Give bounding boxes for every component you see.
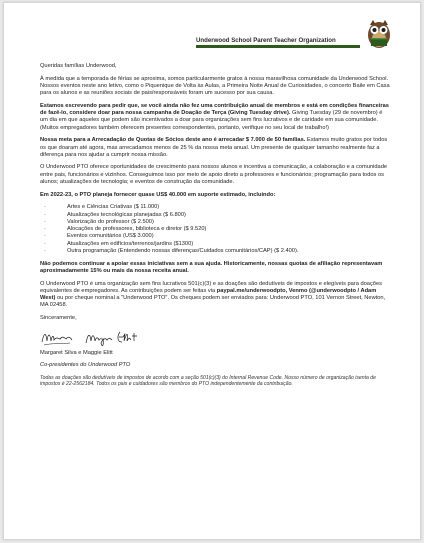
intro-paragraph: À medida que a temporada de férias se aproxima, somos particularmente gratos à nossa maravilhosa comunidade da Underwood School. Nossos eventos neste ano letivo, como o Piquenique de Volta às Aulas, a Primeira Noite Anual de Curiosidades, o concerto Baile em Casa para os alunos e as reuniões sociais de pais/responsáveis foram um sucesso por sua causa.	[40, 75, 390, 97]
goal-text: Estamos muito gratos por todos os que doaram até agora, mas arrecadamos menos de 25 % da nossa meta anual. Um presente de qualquer tamanho realmente faz a diferença para nos ajudar a cumprir nossa missão.	[40, 137, 388, 158]
ask-bold-text: Estamos escrevendo para pedir que, se você ainda não fez uma contribuição anual de membros e está em condições financeiras de fazê-lo, considere doar para nossa campanha de Doação de Terça (Giving Tuesday drive).	[40, 102, 389, 117]
org-name-heading: Underwood School Parent Teacher Organization	[196, 37, 336, 44]
mission-paragraph: O Underwood PTO oferece oportunidades de crescimento para nossos alunos e incentiva a comunicação, a colaboração e a comunidade entre pais, funcionários e vizinhos. Conseguimos isso por meio de apoio direto a professores e funcionários; programação para todos os alunos; atualizações de tecnologia; e eventos de construção da comunidade.	[40, 164, 388, 186]
signer-title: Co-presidentes do Underwood PTO	[40, 362, 131, 369]
bullet: ·	[44, 226, 46, 233]
bullet: ·	[44, 248, 46, 255]
goal-paragraph	[40, 137, 390, 159]
list-item: · Artes e Ciências Criativas ($ 11.000)	[44, 204, 160, 211]
list-item: · Eventos comunitários (US$ 3.000)	[44, 233, 154, 240]
tax-footnote: Todas as doações são dedutíveis de impostos de acordo com a seção 501(c)(3) do Internal Revenue Code. Nosso número de organização isenta de impostos é 22-2562184. Todos os pais e cuidadores são membros do PTO independentemente da contribuição.	[40, 374, 376, 388]
letter-body	[40, 63, 390, 393]
closing: Sinceramente,	[40, 314, 77, 321]
list-item: · Atualizações em edifícios/terrenos/jardins ($1300)	[44, 240, 194, 247]
ask-text: Giving Tuesday (29 de novembro) é um dia em que aqueles que podem são incentivados a doar para organizações sem fins lucrativos e de caridade em sua comunidade. (Muitos empregadores também oferecem presentes correspondentes, portanto, verifique no seu local de trabalho!)	[40, 110, 383, 131]
bullet: ·	[44, 204, 46, 211]
support-list	[40, 204, 390, 255]
owl-icon	[364, 17, 394, 51]
bullet: ·	[44, 240, 46, 247]
ask-paragraph	[40, 103, 390, 132]
greeting: Queridas famílias Underwood,	[40, 63, 117, 69]
list-item: · Alocações de professores, biblioteca e diretor ($ 9.520)	[44, 226, 207, 233]
signer-names: Margaret Silva e Maggie Elitt	[40, 349, 113, 356]
header-rule	[196, 45, 360, 48]
donate-paragraph: O Underwood PTO é uma organização sem fins lucrativos 501(c)(3) e as doações são dedutíveis de impostos e elegíveis para doações equivalentes de empregadores. As contribuições podem ser feitas via paypal.me/underwoodpto, Venmo (@underwoodpto / Adam West) ou por cheque nominal a "Underwood PTO". Os cheques podem ser enviados para: Underwood PTO, 101 Vernon Street, Newton, MA 02458.	[40, 280, 386, 309]
bullet: ·	[44, 218, 46, 225]
list-item: · Atualizações tecnológicas planejadas ($ 6.800)	[44, 211, 186, 218]
bullet: ·	[44, 211, 46, 218]
letter-page	[3, 2, 421, 540]
list-item: · Outra programação (Entendendo nossas diferenças/Cuidados comunitários/CAP) ($ 2.400).	[44, 248, 299, 255]
goal-bold-text: Nossa meta para a Arrecadação de Quotas de Sócios deste ano é arrecadar $ 7.000 de 50 famílias.	[40, 137, 306, 144]
donation-links[interactable]: paypal.me/underwoodpto, Venmo (@underwoodpto / Adam West)	[40, 287, 377, 302]
plan-heading: Em 2022-23, o PTO planeja fornecer quase US$ 40.000 em suporte estimado, incluindo:	[40, 191, 276, 198]
cant-continue-paragraph: Não podemos continuar a apoiar essas iniciativas sem a sua ajuda. Historicamente, nossas quotas de afiliação representavam aproximadamente 15% ou mais da nossa receita anual.	[40, 260, 383, 274]
list-item: · Valorização do professor ($ 2.500)	[44, 218, 154, 225]
bullet: ·	[44, 233, 46, 240]
signature-image	[40, 328, 160, 350]
